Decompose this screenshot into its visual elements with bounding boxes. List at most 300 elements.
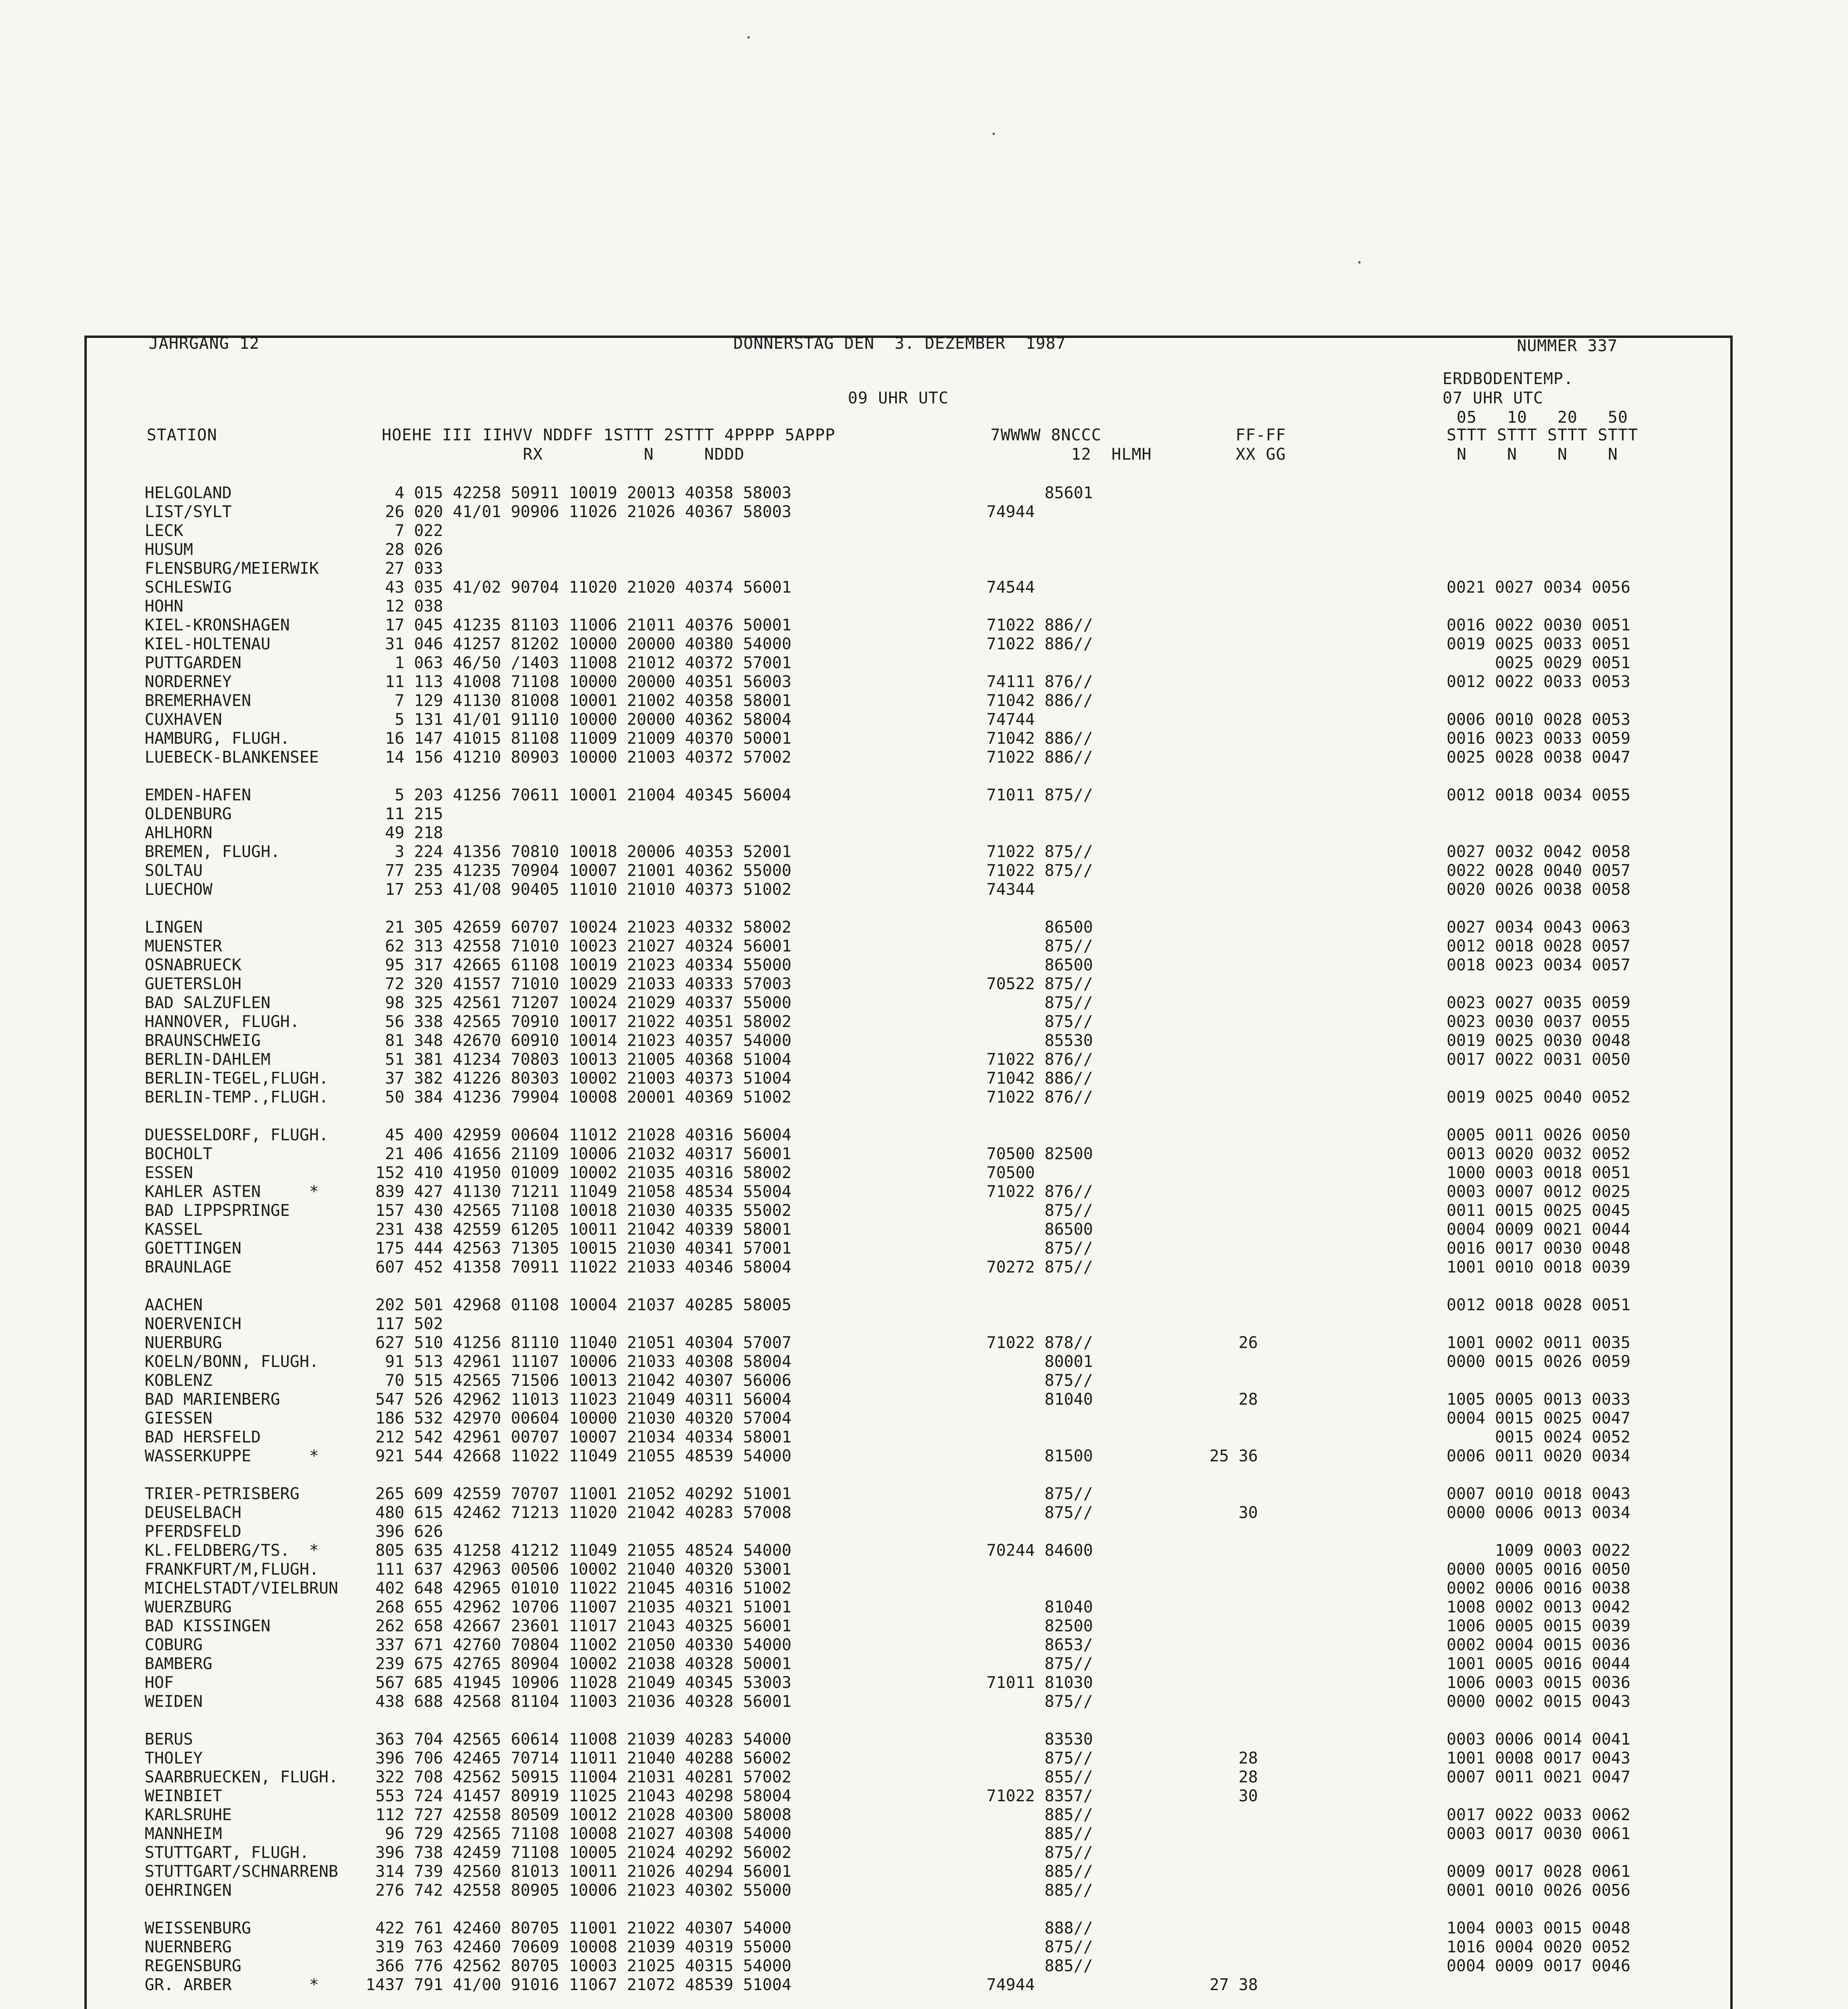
station-main-groups: 396 706 42465 70714 11011 21040 40288 56002 xyxy=(366,1749,792,1768)
station-soil-temps: 0016 0023 0033 0059 xyxy=(1447,729,1631,748)
station-main-groups: 276 742 42558 80905 10006 21023 40302 55000 xyxy=(366,1881,792,1900)
group-spacer xyxy=(366,1712,792,1731)
station-wind-gust: 28 xyxy=(1209,1768,1258,1786)
main-header-line1: HOEHE III IIHVV NDDFF 1STTT 2STTT 4PPPP 5APPP xyxy=(382,426,835,444)
station-wind-gust: 26 xyxy=(1209,1334,1258,1352)
station-wind-gust xyxy=(1209,749,1258,767)
station-group7: 80001 xyxy=(986,1352,1093,1371)
station-wind-gust xyxy=(1209,1863,1258,1882)
station-name: NOERVENICH xyxy=(145,1315,241,1333)
station-wind-gust xyxy=(1209,1485,1258,1504)
station-group7: 86500 xyxy=(986,1220,1093,1239)
station-wind-gust xyxy=(1209,1051,1258,1070)
station-soil-temps: 0027 0034 0043 0063 xyxy=(1447,918,1631,937)
station-name: SCHLESWIG xyxy=(145,578,232,597)
station-wind-gust xyxy=(1209,1258,1258,1277)
station-main-groups: 212 542 42961 00707 10007 21034 40334 58001 xyxy=(366,1428,792,1446)
station-main-groups: 5 131 41/01 91110 10000 20000 40362 58004 xyxy=(366,710,792,729)
station-soil-temps: 0011 0015 0025 0045 xyxy=(1447,1201,1631,1220)
station-soil-temps: 0004 0009 0021 0044 xyxy=(1447,1220,1631,1239)
station-group7: 74111 876// xyxy=(986,673,1093,691)
station-group7: 875// xyxy=(986,1843,1093,1862)
station-name: WUERZBURG xyxy=(145,1598,232,1616)
station-wind-gust xyxy=(1209,1013,1258,1032)
group-spacer xyxy=(1209,1995,1258,2009)
station-main-groups: 43 035 41/02 90704 11020 21020 40374 56001 xyxy=(366,578,792,597)
station-group7: 85530 xyxy=(986,1031,1093,1050)
station-name: BAMBERG xyxy=(145,1655,213,1673)
station-group7 xyxy=(986,597,1093,616)
station-wind-gust xyxy=(1209,1882,1258,1901)
station-group7: 855// xyxy=(986,1768,1093,1786)
station-name: STUTTGART, FLUGH. xyxy=(145,1843,309,1862)
station-group7: 74944 xyxy=(986,1976,1035,1994)
group-spacer xyxy=(986,1466,1093,1485)
station-wind-gust xyxy=(1209,1655,1258,1674)
station-soil-temps xyxy=(1447,824,1631,843)
station-main-groups: 72 320 41557 71010 10029 21033 40333 57003 xyxy=(366,975,792,993)
wind-header-line1: FF-FF xyxy=(1236,426,1286,444)
station-name: BRAUNLAGE xyxy=(145,1258,232,1277)
station-group7: 875// xyxy=(986,1692,1093,1711)
station-soil-temps: 0009 0017 0028 0061 xyxy=(1447,1862,1631,1881)
station-wind-gust xyxy=(1209,843,1258,862)
station-main-groups: 26 020 41/01 90906 11026 21026 40367 58003 xyxy=(366,503,792,521)
station-soil-temps: 0013 0020 0032 0052 xyxy=(1447,1145,1631,1163)
station-name: WEIDEN xyxy=(145,1692,203,1711)
wind-header-line2: XX GG xyxy=(1236,445,1286,464)
station-wind-gust xyxy=(1209,1183,1258,1202)
group-spacer xyxy=(366,767,792,786)
station-name: TRIER-PETRISBERG xyxy=(145,1485,300,1503)
station-wind-gust xyxy=(1209,786,1258,805)
station-main-groups: 17 045 41235 81103 11006 21011 40376 50001 xyxy=(366,616,792,634)
station-group7: 83530 xyxy=(986,1730,1093,1749)
station-name: KOELN/BONN, FLUGH. xyxy=(145,1352,319,1371)
station-wind-gust xyxy=(1209,1957,1258,1976)
station-wind-gust: 30 xyxy=(1209,1504,1258,1522)
station-soil-temps xyxy=(1447,975,1631,994)
station-main-groups: 186 532 42970 00604 10000 21030 40320 57004 xyxy=(366,1409,792,1428)
station-main-groups: 95 317 42665 61108 10019 21023 40334 55000 xyxy=(366,956,792,974)
station-soil-temps: 0012 0018 0034 0055 xyxy=(1447,786,1631,804)
station-soil-temps: 0018 0023 0034 0057 xyxy=(1447,956,1631,974)
scan-speck xyxy=(747,36,750,39)
station-group7: 885// xyxy=(986,1862,1093,1881)
soil-header-line1: STTT STTT STTT STTT xyxy=(1447,426,1638,444)
group-spacer xyxy=(986,1277,1093,1296)
station-name: BERLIN-DAHLEM xyxy=(145,1050,271,1069)
group-spacer xyxy=(986,1712,1093,1731)
station-name: MICHELSTADT/VIELBRUN xyxy=(145,1579,338,1598)
station-group7: 81500 xyxy=(986,1447,1093,1465)
station-main-groups: 7 129 41130 81008 10001 21002 40358 58001 xyxy=(366,691,792,710)
station-soil-temps: 0025 0028 0038 0047 xyxy=(1447,748,1631,767)
station-group7: 74944 xyxy=(986,503,1035,521)
group-spacer xyxy=(145,767,338,786)
soil-header-line2: N N N N xyxy=(1447,445,1618,464)
station-main-groups: 805 635 41258 41212 11049 21055 48524 54000 xyxy=(366,1541,792,1560)
station-main-groups: 438 688 42568 81104 11003 21036 40328 56001 xyxy=(366,1692,792,1711)
main-data-column xyxy=(366,484,792,2009)
group-spacer xyxy=(986,1995,1093,2009)
station-group7: 74344 xyxy=(986,880,1035,899)
station-group7 xyxy=(986,1410,1093,1428)
station-group7: 74544 xyxy=(986,578,1035,597)
station-group7 xyxy=(986,1579,1093,1598)
station-group7: 71022 8357/ xyxy=(986,1787,1093,1805)
station-wind-gust xyxy=(1209,1126,1258,1145)
station-name: HOF xyxy=(145,1673,174,1692)
station-wind-gust xyxy=(1209,1731,1258,1749)
station-wind-gust xyxy=(1209,711,1258,730)
station-group7: 70272 875// xyxy=(986,1258,1093,1277)
station-soil-temps xyxy=(1447,805,1631,824)
station-main-groups: 480 615 42462 71213 11020 21042 40283 57008 xyxy=(366,1504,792,1522)
group-spacer xyxy=(986,1901,1093,1919)
station-soil-temps: 0023 0030 0037 0055 xyxy=(1447,1013,1631,1031)
station-wind-gust xyxy=(1209,956,1258,975)
station-main-groups: 12 038 xyxy=(366,597,443,616)
station-wind-gust xyxy=(1209,1636,1258,1655)
station-wind-gust xyxy=(1209,1693,1258,1712)
station-soil-temps: 1006 0003 0015 0036 xyxy=(1447,1673,1631,1692)
obs-time: 09 UHR UTC xyxy=(848,389,949,407)
station-name: FRANKFURT/M,FLUGH. xyxy=(145,1560,319,1579)
station-name: WEISSENBURG xyxy=(145,1919,251,1937)
station-soil-temps: 0027 0032 0042 0058 xyxy=(1447,843,1631,861)
station-name: GR. ARBER * xyxy=(145,1976,319,1994)
station-soil-temps: 1001 0008 0017 0043 xyxy=(1447,1749,1631,1768)
station-soil-temps: 0004 0009 0017 0046 xyxy=(1447,1957,1631,1975)
station-group7: 71022 875// xyxy=(986,843,1093,861)
station-name: AACHEN xyxy=(145,1296,203,1314)
station-main-groups: 175 444 42563 71305 10015 21030 40341 57001 xyxy=(366,1239,792,1258)
station-wind-gust xyxy=(1209,1561,1258,1579)
station-soil-temps: 0004 0015 0025 0047 xyxy=(1447,1409,1631,1428)
station-main-groups: 117 502 xyxy=(366,1315,443,1333)
station-soil-temps xyxy=(1447,1787,1631,1806)
station-main-groups: 111 637 42963 00506 10002 21040 40320 53001 xyxy=(366,1560,792,1579)
station-main-groups: 14 156 41210 80903 10000 21003 40372 57002 xyxy=(366,748,792,767)
station-name: BERLIN-TEMP.,FLUGH. xyxy=(145,1088,329,1107)
station-wind-gust xyxy=(1209,1164,1258,1183)
station-main-groups: 1 063 46/50 /1403 11008 21012 40372 57001 xyxy=(366,654,792,672)
station-wind-gust xyxy=(1209,1523,1258,1542)
station-main-groups: 5 203 41256 70611 10001 21004 40345 56004 xyxy=(366,786,792,804)
station-main-groups: 27 033 xyxy=(366,559,443,578)
station-main-groups: 157 430 42565 71108 10018 21030 40335 55002 xyxy=(366,1201,792,1220)
station-wind-gust xyxy=(1209,560,1258,579)
station-main-groups: 98 325 42561 71207 10024 21029 40337 55000 xyxy=(366,994,792,1012)
station-main-groups: 31 046 41257 81202 10000 20000 40380 54000 xyxy=(366,635,792,653)
station-soil-temps xyxy=(1447,1523,1631,1542)
station-main-groups: 319 763 42460 70609 10008 21039 40319 55000 xyxy=(366,1938,792,1956)
station-soil-temps: 0023 0027 0035 0059 xyxy=(1447,994,1631,1012)
station-wind-gust xyxy=(1209,673,1258,692)
station-group7 xyxy=(986,1428,1093,1447)
station-soil-temps: 0019 0025 0040 0052 xyxy=(1447,1088,1631,1107)
station-group7: 71011 81030 xyxy=(986,1673,1093,1692)
group-spacer xyxy=(986,900,1093,919)
station-wind-gust xyxy=(1209,692,1258,711)
group-spacer xyxy=(145,1466,338,1485)
group-spacer xyxy=(1447,1107,1631,1126)
station-main-groups: 45 400 42959 00604 11012 21028 40316 56004 xyxy=(366,1126,792,1144)
station-main-groups: 37 382 41226 80303 10002 21003 40373 51004 xyxy=(366,1069,792,1088)
station-main-groups: 268 655 42962 10706 11007 21035 40321 51001 xyxy=(366,1598,792,1616)
station-name: NUERBURG xyxy=(145,1334,222,1352)
station-wind-gust xyxy=(1209,484,1258,503)
station-group7: 71022 886// xyxy=(986,635,1093,653)
station-name: BRAUNSCHWEIG xyxy=(145,1031,261,1050)
station-group7: 71042 886// xyxy=(986,691,1093,710)
station-main-groups: 363 704 42565 60614 11008 21039 40283 54000 xyxy=(366,1730,792,1749)
station-soil-temps: 1008 0002 0013 0042 xyxy=(1447,1598,1631,1616)
station-name: MANNHEIM xyxy=(145,1825,222,1843)
station-wind-gust xyxy=(1209,1372,1258,1391)
station-wind-gust: 28 xyxy=(1209,1749,1258,1768)
station-soil-temps: 0025 0029 0051 xyxy=(1447,654,1631,672)
group-spacer xyxy=(145,1712,338,1731)
station-main-groups: 627 510 41256 81110 11040 21051 40304 57007 xyxy=(366,1334,792,1352)
station-group7: 875// xyxy=(986,1013,1093,1031)
station-soil-temps: 1000 0003 0018 0051 xyxy=(1447,1164,1631,1182)
station-group7: 71042 886// xyxy=(986,1069,1093,1088)
station-wind-gust xyxy=(1209,730,1258,749)
station-group7: 70500 82500 xyxy=(986,1145,1093,1163)
station-name: BAD HERSFELD xyxy=(145,1428,261,1446)
station-group7: 875// xyxy=(986,1938,1093,1956)
station-soil-temps: 0002 0006 0016 0038 xyxy=(1447,1579,1631,1598)
station-main-groups: 322 708 42562 50915 11004 21031 40281 57002 xyxy=(366,1768,792,1786)
station-name: SOLTAU xyxy=(145,861,203,880)
station-soil-temps: 1004 0003 0015 0048 xyxy=(1447,1919,1631,1937)
station-name: BERUS xyxy=(145,1730,193,1749)
group-spacer xyxy=(366,1107,792,1126)
station-wind-gust xyxy=(1209,1579,1258,1598)
station-main-groups: 366 776 42562 80705 10003 21025 40315 54000 xyxy=(366,1957,792,1975)
station-main-groups: 91 513 42961 11107 10006 21033 40308 58004 xyxy=(366,1352,792,1371)
station-wind-gust xyxy=(1209,541,1258,560)
station-main-groups: 17 253 41/08 90405 11010 21010 40373 51002 xyxy=(366,880,792,899)
group7-column xyxy=(986,484,1093,2009)
station-name: PFERDSFELD xyxy=(145,1522,241,1541)
group-spacer xyxy=(1447,900,1631,919)
station-name: KASSEL xyxy=(145,1220,203,1239)
station-wind-gust xyxy=(1209,1617,1258,1636)
station-name: KIEL-KRONSHAGEN xyxy=(145,616,290,634)
station-wind-gust xyxy=(1209,919,1258,937)
station-wind-gust xyxy=(1209,1032,1258,1051)
station-header: STATION xyxy=(147,426,217,444)
station-main-groups: 21 406 41656 21109 10006 21032 40317 56001 xyxy=(366,1145,792,1163)
station-group7: 86500 xyxy=(986,918,1093,937)
station-name: DUESSELDORF, FLUGH. xyxy=(145,1126,329,1144)
station-wind-gust xyxy=(1209,1919,1258,1938)
station-group7: 70522 875// xyxy=(986,975,1093,993)
station-wind-gust xyxy=(1209,1598,1258,1617)
station-soil-temps: 1016 0004 0020 0052 xyxy=(1447,1938,1631,1956)
soil-temp-time: 07 UHR UTC xyxy=(1443,389,1543,407)
station-soil-temps: 0012 0018 0028 0057 xyxy=(1447,937,1631,955)
station-name: BREMERHAVEN xyxy=(145,691,251,710)
wind-column xyxy=(1209,484,1258,2009)
station-soil-temps: 0021 0027 0034 0056 xyxy=(1447,578,1631,597)
station-group7: 8653/ xyxy=(986,1636,1093,1654)
station-name: FLENSBURG/MEIERWIK xyxy=(145,559,319,578)
station-group7 xyxy=(986,1561,1093,1579)
station-wind-gust xyxy=(1209,1542,1258,1561)
station-group7: 71022 886// xyxy=(986,616,1093,634)
station-name: BAD SALZUFLEN xyxy=(145,994,271,1012)
station-name: BOCHOLT xyxy=(145,1145,213,1163)
station-wind-gust xyxy=(1209,1202,1258,1221)
station-name: KAHLER ASTEN * xyxy=(145,1182,319,1201)
group-spacer xyxy=(366,1466,792,1485)
group-spacer xyxy=(1447,767,1631,786)
station-wind-gust: 25 36 xyxy=(1209,1447,1258,1465)
station-main-groups: 62 313 42558 71010 10023 21027 40324 56001 xyxy=(366,937,792,955)
station-name: LIST/SYLT xyxy=(145,503,232,521)
station-main-groups: 7 022 xyxy=(366,522,443,540)
station-soil-temps: 0019 0025 0033 0051 xyxy=(1447,635,1631,653)
station-name: OEHRINGEN xyxy=(145,1881,232,1900)
station-group7 xyxy=(986,541,1093,560)
station-group7: 71022 876// xyxy=(986,1182,1093,1201)
station-wind-gust xyxy=(1209,1088,1258,1107)
station-name: GOETTINGEN xyxy=(145,1239,241,1258)
station-soil-temps xyxy=(1447,1372,1631,1391)
station-main-groups: 112 727 42558 80509 10012 21028 40300 58008 xyxy=(366,1806,792,1824)
station-soil-temps: 1005 0005 0013 0033 xyxy=(1447,1390,1631,1409)
station-wind-gust xyxy=(1209,1070,1258,1088)
scan-speck xyxy=(1358,261,1361,264)
station-wind-gust xyxy=(1209,654,1258,673)
station-name: LUECHOW xyxy=(145,880,213,899)
station-group7: 70244 84600 xyxy=(986,1541,1093,1560)
station-wind-gust xyxy=(1209,1353,1258,1372)
station-wind-gust xyxy=(1209,862,1258,881)
station-group7: 86500 xyxy=(986,956,1093,974)
station-soil-temps: 1009 0003 0022 xyxy=(1447,1541,1631,1560)
station-group7: 875// xyxy=(986,1371,1093,1390)
report-date: DONNERSTAG DEN 3. DEZEMBER 1987 xyxy=(733,334,1066,353)
station-name: REGENSBURG xyxy=(145,1957,241,1975)
station-name: COBURG xyxy=(145,1636,203,1654)
station-main-groups: 921 544 42668 11022 11049 21055 48539 54000 xyxy=(366,1447,792,1465)
station-name: THOLEY xyxy=(145,1749,203,1768)
station-group7 xyxy=(986,1315,1093,1334)
station-wind-gust xyxy=(1209,579,1258,597)
station-name: DEUSELBACH xyxy=(145,1504,241,1522)
station-main-groups: 265 609 42559 70707 11001 21052 40292 51001 xyxy=(366,1485,792,1503)
station-group7: 81040 xyxy=(986,1598,1093,1616)
station-soil-temps: 0005 0011 0026 0050 xyxy=(1447,1126,1631,1144)
station-wind-gust xyxy=(1209,1825,1258,1844)
soil-depths: 05 10 20 50 xyxy=(1457,408,1628,427)
station-soil-temps: 0007 0011 0021 0047 xyxy=(1447,1768,1631,1786)
group-spacer xyxy=(1209,1901,1258,1919)
station-wind-gust xyxy=(1209,1674,1258,1693)
station-group7: 875// xyxy=(986,1749,1093,1768)
station-wind-gust: 27 38 xyxy=(1209,1976,1258,1994)
station-main-groups: 547 526 42962 11013 11023 21049 40311 56004 xyxy=(366,1390,792,1409)
station-soil-temps: 0019 0025 0030 0048 xyxy=(1447,1031,1631,1050)
group-spacer xyxy=(1209,1107,1258,1126)
station-name: CUXHAVEN xyxy=(145,710,222,729)
station-soil-temps: 0001 0010 0026 0056 xyxy=(1447,1881,1631,1900)
station-group7: 875// xyxy=(986,1504,1093,1522)
station-wind-gust xyxy=(1209,881,1258,900)
station-main-groups: 51 381 41234 70803 10013 21005 40368 51004 xyxy=(366,1050,792,1069)
station-group7: 875// xyxy=(986,1239,1093,1258)
group-spacer xyxy=(1447,1712,1631,1731)
station-soil-temps: 0022 0028 0040 0057 xyxy=(1447,861,1631,880)
station-group7: 885// xyxy=(986,1881,1093,1900)
group-spacer xyxy=(1209,1277,1258,1296)
station-group7 xyxy=(986,805,1093,824)
station-wind-gust xyxy=(1209,805,1258,824)
station-soil-temps: 0007 0010 0018 0043 xyxy=(1447,1485,1631,1503)
group-spacer xyxy=(145,1107,338,1126)
station-soil-temps xyxy=(1447,692,1631,711)
station-soil-temps: 0006 0011 0020 0034 xyxy=(1447,1447,1631,1465)
station-name: BAD LIPPSPRINGE xyxy=(145,1201,290,1220)
station-name: KARLSRUHE xyxy=(145,1806,232,1824)
station-main-groups: 262 658 42667 23601 11017 21043 40325 56001 xyxy=(366,1617,792,1635)
station-main-groups: 77 235 41235 70904 10007 21001 40362 55000 xyxy=(366,861,792,880)
station-soil-temps: 0006 0010 0028 0053 xyxy=(1447,710,1631,729)
station-group7 xyxy=(986,522,1093,541)
station-name: EMDEN-HAFEN xyxy=(145,786,251,804)
station-name: KIEL-HOLTENAU xyxy=(145,635,271,653)
station-main-groups: 314 739 42560 81013 10011 21026 40294 56001 xyxy=(366,1862,792,1881)
station-group7: 85601 xyxy=(986,484,1093,502)
station-name: AHLHORN xyxy=(145,824,213,842)
station-soil-temps xyxy=(1447,503,1631,522)
station-soil-temps: 0000 0015 0026 0059 xyxy=(1447,1352,1631,1371)
group-spacer xyxy=(366,900,792,919)
station-wind-gust xyxy=(1209,994,1258,1013)
station-main-groups: 396 626 xyxy=(366,1522,443,1541)
station-name: LINGEN xyxy=(145,918,203,937)
station-main-groups: 56 338 42565 70910 10017 21022 40351 58002 xyxy=(366,1013,792,1031)
station-wind-gust: 30 xyxy=(1209,1787,1258,1805)
station-soil-temps xyxy=(1447,1315,1631,1334)
station-name: BAD MARIENBERG xyxy=(145,1390,280,1409)
group-spacer xyxy=(986,767,1093,786)
station-wind-gust xyxy=(1209,824,1258,843)
station-name: HOHN xyxy=(145,597,184,616)
station-group7: 71022 876// xyxy=(986,1050,1093,1069)
station-soil-temps: 0016 0017 0030 0048 xyxy=(1447,1239,1631,1258)
station-wind-gust xyxy=(1209,1315,1258,1334)
station-group7: 885// xyxy=(986,1806,1093,1824)
station-wind-gust xyxy=(1209,1240,1258,1258)
group-spacer xyxy=(366,1995,792,2009)
station-soil-temps: 0002 0004 0015 0036 xyxy=(1447,1636,1631,1654)
station-main-groups: 28 026 xyxy=(366,540,443,559)
station-main-groups: 567 685 41945 10906 11028 21049 40345 53003 xyxy=(366,1673,792,1692)
station-wind-gust xyxy=(1209,635,1258,654)
station-name: LECK xyxy=(145,522,184,540)
station-wind-gust xyxy=(1209,1938,1258,1957)
station-name: OSNABRUECK xyxy=(145,956,241,974)
station-group7: 888// xyxy=(986,1919,1093,1937)
station-wind-gust xyxy=(1209,1145,1258,1164)
station-wind-gust xyxy=(1209,1844,1258,1863)
